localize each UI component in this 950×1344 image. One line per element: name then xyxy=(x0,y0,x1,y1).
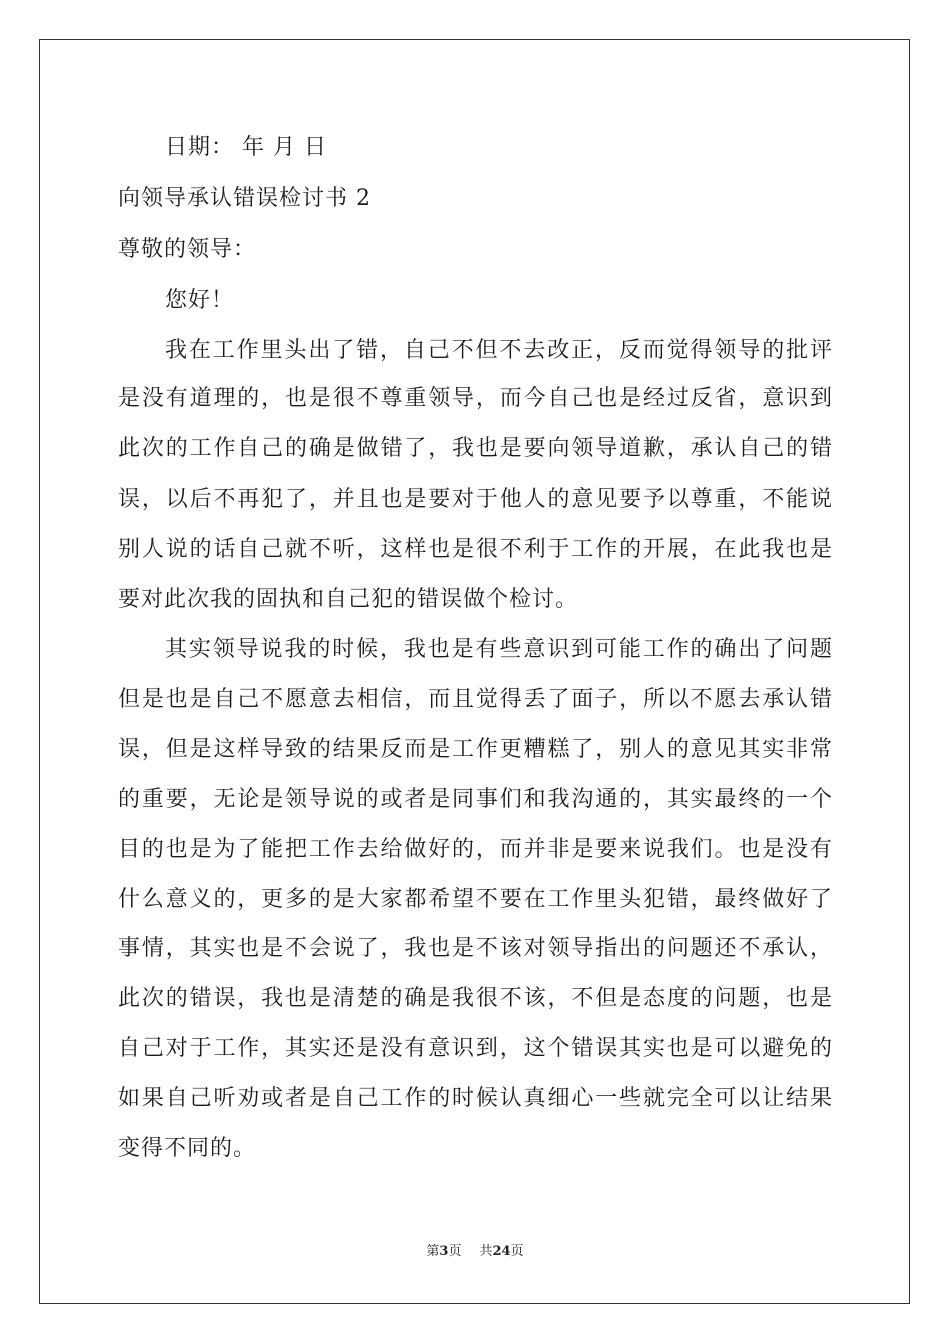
greeting: 您好！ xyxy=(165,288,235,313)
paragraph-1-line: 我在工作里头出了错，自己不但不去改正，反而觉得领导的批评 xyxy=(165,338,832,363)
paragraph-2-line: 此次的错误，我也是清楚的确是我很不该，不但是态度的问题，也是 xyxy=(118,986,832,1011)
paragraph-1-line: 别人说的话自己就不听，这样也是很不利于工作的开展，在此我也是 xyxy=(118,537,832,562)
paragraph-2-line: 其实领导说我的时候，我也是有些意识到可能工作的确出了问题 xyxy=(165,637,832,662)
page-prefix: 第 xyxy=(426,1244,440,1259)
paragraph-2-line: 但是也是自己不愿意去相信，而且觉得丢了面子，所以不愿去承认错 xyxy=(118,687,832,712)
paragraph-2-line: 什么意义的，更多的是大家都希望不要在工作里头犯错，最终做好了 xyxy=(118,887,832,912)
paragraph-1-line: 误，以后不再犯了，并且也是要对于他人的意见要予以尊重，不能说 xyxy=(118,487,832,512)
page-footer xyxy=(0,1243,950,1261)
date-line: 日期： 年 月 日 xyxy=(165,135,327,160)
paragraph-2-line: 变得不同的。 xyxy=(118,1136,257,1161)
total-prefix: 共 xyxy=(479,1244,493,1259)
total-page-count: 24 xyxy=(492,1244,511,1259)
document-title: 向领导承认错误检讨书 2 xyxy=(118,186,371,211)
paragraph-1-line: 此次的工作自己的确是做错了，我也是要向领导道歉，承认自己的错 xyxy=(118,436,832,461)
salutation: 尊敬的领导： xyxy=(118,237,257,262)
paragraph-2-line: 的重要，无论是领导说的或者是同事们和我沟通的，其实最终的一个 xyxy=(118,787,832,812)
paragraph-1-line: 要对此次我的固执和自己犯的错误做个检讨。 xyxy=(118,587,579,612)
paragraph-2-line: 如果自己听劝或者是自己工作的时候认真细心一些就完全可以让结果 xyxy=(118,1086,832,1111)
current-page-number: 3 xyxy=(439,1244,449,1259)
paragraph-2-line: 目的也是为了能把工作去给做好的，而并非是要来说我们。也是没有 xyxy=(118,837,832,862)
paragraph-2-line: 自己对于工作，其实还是没有意识到，这个错误其实也是可以避免的 xyxy=(118,1036,832,1061)
paragraph-2-line: 事情，其实也是不会说了，我也是不该对领导指出的问题还不承认， xyxy=(118,936,832,961)
page-border xyxy=(39,39,910,1304)
paragraph-1-line: 是没有道理的，也是很不尊重领导，而今自己也是经过反省，意识到 xyxy=(118,386,832,411)
page-unit: 页 xyxy=(448,1244,462,1259)
total-unit: 页 xyxy=(510,1244,524,1259)
paragraph-2-line: 误，但是这样导致的结果反而是工作更糟糕了，别人的意见其实非常 xyxy=(118,737,832,762)
